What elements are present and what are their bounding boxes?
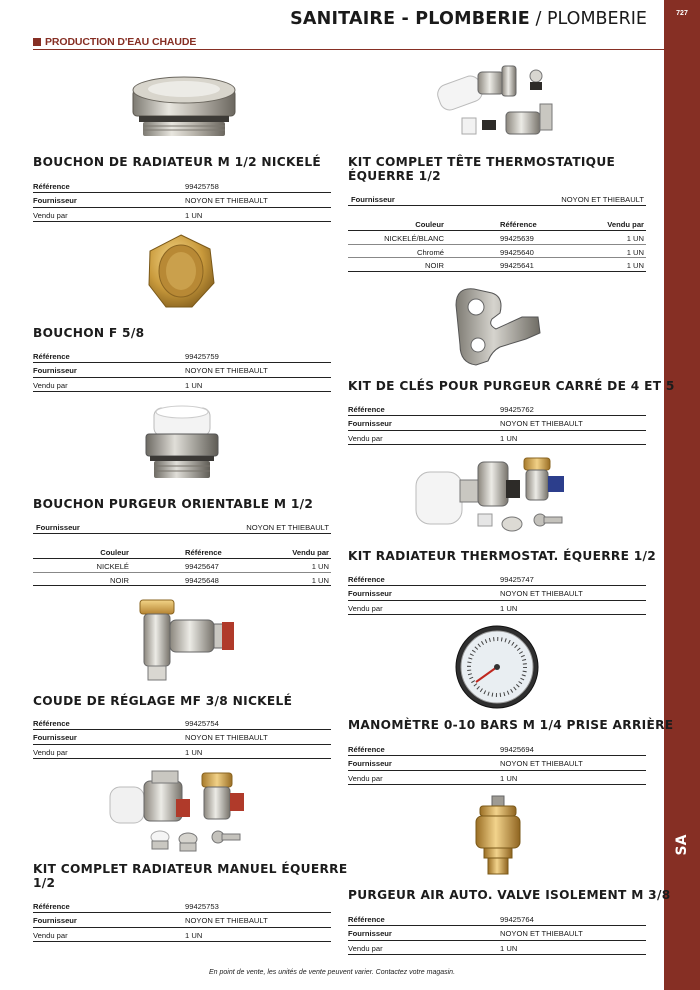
spec-key: Fournisseur — [348, 419, 392, 429]
bleed-key-icon — [452, 285, 544, 369]
table-spacer — [33, 534, 331, 545]
spec-key: Fournisseur — [33, 733, 77, 743]
title-subcategory: PLOMBERIE — [547, 9, 647, 29]
spec-value: 1 UN — [500, 943, 518, 953]
spec-value: 1 UN — [185, 747, 203, 757]
spec-row-supplier — [33, 730, 331, 744]
spec-row-unit — [348, 431, 646, 445]
product-title: BOUCHON DE RADIATEUR M 1/2 NICKELÉ — [33, 155, 322, 169]
title-category: SANITAIRE - PLOMBERIE — [290, 9, 530, 29]
variant-header — [348, 217, 646, 231]
spec-value: NOYON ET THIEBAULT — [500, 759, 583, 769]
spec-key: Vendu par — [33, 380, 68, 390]
spec-row-supplier — [348, 416, 646, 430]
spec-value: NOYON ET THIEBAULT — [500, 929, 583, 939]
spec-key: Référence — [33, 719, 70, 728]
spec-value: 1 UN — [500, 433, 518, 443]
spec-value: NOYON ET THIEBAULT — [500, 419, 583, 429]
title-separator: / — [529, 9, 547, 29]
spec-key: Vendu par — [33, 930, 68, 940]
column-header-reference: Référence — [500, 220, 537, 229]
spec-key: Vendu par — [348, 603, 383, 613]
product-title: KIT DE CLÉS POUR PURGEUR CARRÉ DE 4 ET 5 — [348, 379, 675, 393]
section-square-icon — [33, 38, 41, 46]
spec-row-unit — [348, 771, 646, 785]
spec-value: NOYON ET THIEBAULT — [561, 194, 644, 204]
spec-value: 1 UN — [185, 210, 203, 220]
spec-value: 99425758 — [185, 182, 219, 191]
spec-key: Vendu par — [348, 943, 383, 953]
cell-unit: 1 UN — [311, 562, 329, 571]
cell-color: NOIR — [110, 575, 129, 585]
cell-color: NICKELÉ/BLANC — [384, 234, 444, 243]
spec-row-unit — [33, 208, 331, 222]
table-row — [348, 258, 646, 272]
cell-reference: 99425641 — [500, 261, 534, 271]
pressure-gauge-icon — [454, 624, 540, 710]
spec-value: 1 UN — [185, 380, 203, 390]
spec-row-unit — [33, 928, 331, 942]
product-spec-table — [33, 179, 331, 222]
spec-value: 99425753 — [185, 902, 219, 911]
spec-key: Référence — [348, 915, 385, 924]
table-spacer — [348, 206, 646, 217]
variant-table — [33, 519, 331, 586]
spec-row-reference — [33, 349, 331, 363]
product-spec-table — [33, 349, 331, 392]
title-line: 1/2 — [33, 875, 56, 890]
table-row — [33, 559, 331, 573]
spec-key: Fournisseur — [33, 196, 77, 206]
spec-value: 99425762 — [500, 405, 534, 414]
spec-value: 1 UN — [500, 603, 518, 613]
cell-color: NOIR — [425, 261, 444, 271]
spec-row-reference — [33, 716, 331, 730]
spec-value: NOYON ET THIEBAULT — [185, 733, 268, 743]
spec-row-reference — [348, 402, 646, 416]
variant-header — [33, 545, 331, 559]
product-title: BOUCHON PURGEUR ORIENTABLE M 1/2 — [33, 497, 314, 511]
elbow-valve-icon — [134, 598, 238, 682]
title-line: ÉQUERRE 1/2 — [348, 168, 441, 183]
footer-note: En point de vente, les unités de vente peuvent varier. Contactez votre magasin. — [208, 969, 456, 976]
product-title: PURGEUR AIR AUTO. VALVE ISOLEMENT M 3/8 — [348, 888, 671, 902]
spec-row-reference — [33, 179, 331, 193]
column-header-color: Couleur — [415, 220, 444, 229]
page-number: 727 — [676, 10, 688, 17]
page-title — [0, 8, 647, 30]
spec-row-reference — [348, 572, 646, 586]
spec-key: Référence — [348, 405, 385, 414]
spec-row-reference — [33, 899, 331, 913]
spec-row-unit — [33, 378, 331, 392]
spec-key: Référence — [348, 745, 385, 754]
section-divider — [33, 49, 664, 50]
supplier-row — [33, 519, 331, 534]
spec-value: 99425764 — [500, 915, 534, 924]
product-title: BOUCHON F 5/8 — [33, 326, 145, 340]
cell-unit: 1 UN — [626, 247, 644, 257]
spec-row-supplier — [348, 756, 646, 770]
spec-key: Fournisseur — [348, 589, 392, 599]
spec-row-supplier — [348, 586, 646, 600]
thermostatic-kit-icon — [432, 62, 556, 142]
spec-key: Fournisseur — [33, 366, 77, 376]
spec-key: Vendu par — [33, 210, 68, 220]
title-line: KIT COMPLET RADIATEUR MANUEL ÉQUERRE — [33, 862, 348, 876]
table-row — [348, 231, 646, 245]
spec-row-unit — [348, 601, 646, 615]
thermostat-kit-icon — [412, 454, 584, 540]
spec-key: Fournisseur — [348, 759, 392, 769]
spec-key: Référence — [348, 575, 385, 584]
spec-key: Fournisseur — [348, 929, 392, 939]
spec-value: 1 UN — [500, 773, 518, 783]
spec-key: Fournisseur — [351, 194, 395, 204]
spec-key: Vendu par — [33, 747, 68, 757]
spec-row-supplier — [33, 363, 331, 377]
column-header-reference: Référence — [185, 548, 222, 557]
spec-value: 99425754 — [185, 719, 219, 728]
product-spec-table — [348, 742, 646, 785]
product-title — [348, 156, 615, 183]
product-spec-table — [348, 402, 646, 445]
radiator-plug-icon — [125, 62, 243, 142]
table-row — [348, 245, 646, 259]
spec-row-reference — [348, 742, 646, 756]
table-row — [33, 573, 331, 587]
spec-key: Référence — [33, 902, 70, 911]
spec-row-unit — [33, 745, 331, 759]
spec-value: NOYON ET THIEBAULT — [185, 366, 268, 376]
section-label: PRODUCTION D'EAU CHAUDE — [45, 36, 197, 48]
spec-row-unit — [348, 941, 646, 955]
cell-unit: 1 UN — [626, 261, 644, 271]
spec-key: Vendu par — [348, 433, 383, 443]
cell-reference: 99425647 — [185, 562, 219, 571]
spec-value: NOYON ET THIEBAULT — [500, 589, 583, 599]
spec-value: 99425759 — [185, 352, 219, 361]
spec-value: NOYON ET THIEBAULT — [246, 522, 329, 532]
spec-key: Fournisseur — [33, 916, 77, 926]
manual-kit-icon — [106, 767, 256, 855]
column-header-unit: Vendu par — [292, 548, 329, 557]
title-line: KIT COMPLET TÊTE THERMOSTATIQUE — [348, 155, 616, 169]
supplier-row — [348, 191, 646, 206]
cell-reference: 99425648 — [185, 575, 219, 585]
spec-row-reference — [348, 912, 646, 926]
spec-value: NOYON ET THIEBAULT — [185, 916, 268, 926]
cell-color: Chromé — [416, 247, 444, 257]
side-category-code: SA — [674, 834, 690, 856]
cell-reference: 99425640 — [500, 247, 534, 257]
spec-key: Référence — [33, 352, 70, 361]
product-spec-table — [33, 899, 331, 942]
product-title — [33, 863, 347, 890]
spec-row-supplier — [33, 193, 331, 207]
spec-key: Fournisseur — [36, 522, 80, 532]
cell-unit: 1 UN — [626, 234, 644, 243]
category-sidebar — [664, 0, 700, 990]
product-title: COUDE DE RÉGLAGE MF 3/8 NICKELÉ — [33, 694, 293, 708]
variant-table — [348, 191, 646, 272]
product-title: KIT RADIATEUR THERMOSTAT. ÉQUERRE 1/2 — [348, 549, 657, 563]
brass-cap-icon — [146, 233, 216, 309]
spec-value: 99425694 — [500, 745, 534, 754]
air-vent-icon — [470, 794, 526, 878]
product-spec-table — [348, 912, 646, 955]
cell-reference: 99425639 — [500, 234, 534, 243]
spec-row-supplier — [33, 913, 331, 927]
product-title: MANOMÈTRE 0-10 BARS M 1/4 PRISE ARRIÈRE — [348, 718, 674, 732]
spec-key: Vendu par — [348, 773, 383, 783]
product-spec-table — [33, 716, 331, 759]
spec-value: 99425747 — [500, 575, 534, 584]
spec-value: 1 UN — [185, 930, 203, 940]
cell-unit: 1 UN — [311, 575, 329, 585]
bleed-plug-icon — [142, 404, 222, 484]
spec-value: NOYON ET THIEBAULT — [185, 196, 268, 206]
column-header-color: Couleur — [100, 548, 129, 557]
column-header-unit: Vendu par — [607, 220, 644, 229]
spec-key: Référence — [33, 182, 70, 191]
product-spec-table — [348, 572, 646, 615]
spec-row-supplier — [348, 926, 646, 940]
cell-color: NICKELÉ — [96, 562, 129, 571]
